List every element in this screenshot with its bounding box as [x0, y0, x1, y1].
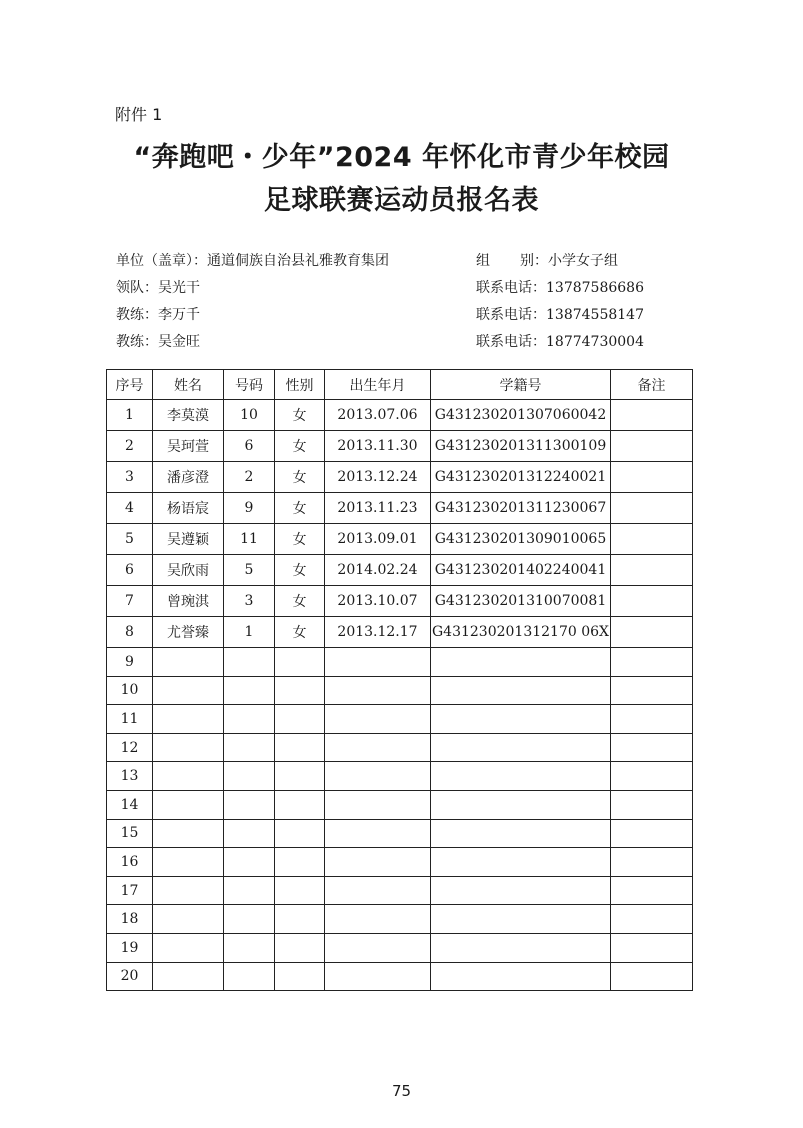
cell-name: 吴遵颖: [153, 524, 224, 555]
cell-birth-date: 2013.11.30: [325, 431, 431, 462]
cell-number: [224, 933, 275, 962]
cell-index: 15: [107, 819, 153, 848]
attachment-label: 附件 1: [115, 105, 163, 124]
cell-number: [224, 905, 275, 934]
cell-name: [153, 676, 224, 705]
table-row: [107, 400, 693, 431]
cell-name: [153, 762, 224, 791]
cell-index: 10: [107, 676, 153, 705]
table-header-row: [107, 370, 693, 400]
cell-remarks: [611, 431, 693, 462]
table-row: [107, 705, 693, 734]
cell-number: 9: [224, 493, 275, 524]
header-student-id: 学籍号: [431, 370, 611, 400]
cell-student-id: [431, 790, 611, 819]
cell-birth-date: [325, 819, 431, 848]
cell-student-id: G431230201307060042: [431, 400, 611, 431]
group-value: 小学女子组: [548, 253, 618, 269]
table-row: [107, 876, 693, 905]
cell-index: 14: [107, 790, 153, 819]
cell-number: 11: [224, 524, 275, 555]
cell-index: 12: [107, 733, 153, 762]
cell-gender: 女: [275, 493, 325, 524]
cell-remarks: [611, 586, 693, 617]
cell-gender: 女: [275, 400, 325, 431]
table-row: [107, 762, 693, 791]
cell-index: 9: [107, 648, 153, 677]
coach-2-line: [116, 331, 200, 351]
cell-gender: 女: [275, 524, 325, 555]
cell-number: 1: [224, 617, 275, 648]
cell-name: [153, 790, 224, 819]
cell-index: 18: [107, 905, 153, 934]
cell-name: [153, 905, 224, 934]
cell-number: [224, 819, 275, 848]
cell-name: [153, 733, 224, 762]
cell-birth-date: 2013.11.23: [325, 493, 431, 524]
cell-index: 6: [107, 555, 153, 586]
cell-birth-date: 2013.12.17: [325, 617, 431, 648]
cell-gender: [275, 762, 325, 791]
table-row: [107, 905, 693, 934]
cell-student-id: [431, 905, 611, 934]
cell-gender: [275, 790, 325, 819]
cell-birth-date: [325, 933, 431, 962]
cell-name: [153, 648, 224, 677]
unit-line: [116, 250, 389, 270]
cell-number: [224, 705, 275, 734]
cell-remarks: [611, 676, 693, 705]
group-label: [476, 253, 548, 269]
cell-number: 10: [224, 400, 275, 431]
cell-gender: [275, 933, 325, 962]
cell-name: 曾琬淇: [153, 586, 224, 617]
cell-gender: [275, 962, 325, 991]
unit-value: 通道侗族自治县礼雅教育集团: [207, 253, 389, 269]
cell-name: 李莫漠: [153, 400, 224, 431]
cell-student-id: G431230201312170 06X: [431, 617, 611, 648]
athlete-roster-table: [106, 369, 693, 991]
table-row: [107, 586, 693, 617]
table-row: [107, 617, 693, 648]
header-birth-date: 出生年月: [325, 370, 431, 400]
leader-phone-line: [476, 277, 644, 297]
cell-remarks: [611, 790, 693, 819]
leader-label: 领队：: [116, 280, 158, 296]
cell-gender: [275, 676, 325, 705]
cell-gender: [275, 705, 325, 734]
cell-name: [153, 848, 224, 877]
cell-number: [224, 962, 275, 991]
cell-student-id: [431, 676, 611, 705]
cell-name: [153, 819, 224, 848]
cell-number: [224, 848, 275, 877]
table-row: [107, 733, 693, 762]
cell-remarks: [611, 933, 693, 962]
cell-gender: 女: [275, 586, 325, 617]
table-row: [107, 819, 693, 848]
form-title-line-1: “奔跑吧・少年”2024 年怀化市青少年校园: [133, 142, 670, 173]
header-gender: 性别: [275, 370, 325, 400]
cell-number: 2: [224, 462, 275, 493]
cell-index: 11: [107, 705, 153, 734]
cell-student-id: [431, 933, 611, 962]
cell-gender: [275, 819, 325, 848]
cell-name: [153, 705, 224, 734]
group-label-part-b: 别：: [520, 253, 548, 269]
cell-index: 16: [107, 848, 153, 877]
coach-1-phone-line: [476, 304, 644, 324]
unit-label: 单位（盖章）：: [116, 253, 207, 269]
leader-line: [116, 277, 200, 297]
coach-1-line: [116, 304, 200, 324]
cell-remarks: [611, 762, 693, 791]
coach-1-label: 教练：: [116, 307, 158, 323]
cell-remarks: [611, 555, 693, 586]
cell-birth-date: 2013.07.06: [325, 400, 431, 431]
cell-birth-date: [325, 848, 431, 877]
cell-student-id: G431230201311300109: [431, 431, 611, 462]
cell-gender: [275, 733, 325, 762]
table-row: [107, 933, 693, 962]
cell-remarks: [611, 617, 693, 648]
cell-index: 7: [107, 586, 153, 617]
cell-gender: 女: [275, 555, 325, 586]
table-row: [107, 848, 693, 877]
group-label-part-a: 组: [476, 253, 490, 269]
cell-number: 3: [224, 586, 275, 617]
cell-gender: [275, 905, 325, 934]
cell-birth-date: [325, 876, 431, 905]
cell-remarks: [611, 462, 693, 493]
cell-student-id: [431, 876, 611, 905]
cell-remarks: [611, 733, 693, 762]
cell-student-id: [431, 962, 611, 991]
cell-birth-date: [325, 762, 431, 791]
cell-student-id: [431, 648, 611, 677]
cell-remarks: [611, 905, 693, 934]
page-number: 75: [391, 1082, 412, 1100]
table-row: [107, 524, 693, 555]
table-row: [107, 462, 693, 493]
leader-phone: 13787586686: [546, 280, 644, 296]
cell-student-id: G431230201312240021: [431, 462, 611, 493]
cell-number: [224, 790, 275, 819]
cell-remarks: [611, 876, 693, 905]
cell-index: 19: [107, 933, 153, 962]
cell-index: 8: [107, 617, 153, 648]
coach-2-label: 教练：: [116, 334, 158, 350]
cell-index: 3: [107, 462, 153, 493]
cell-gender: [275, 848, 325, 877]
cell-birth-date: [325, 790, 431, 819]
cell-name: 尤誉臻: [153, 617, 224, 648]
cell-index: 20: [107, 962, 153, 991]
header-remarks: 备注: [611, 370, 693, 400]
table-row: [107, 790, 693, 819]
cell-birth-date: [325, 905, 431, 934]
cell-number: 6: [224, 431, 275, 462]
cell-birth-date: 2013.09.01: [325, 524, 431, 555]
cell-gender: [275, 876, 325, 905]
phone-label: 联系电话：: [476, 334, 546, 350]
cell-student-id: G431230201309010065: [431, 524, 611, 555]
cell-student-id: [431, 848, 611, 877]
cell-name: 潘彦澄: [153, 462, 224, 493]
cell-number: [224, 733, 275, 762]
coach-2-value: 吴金旺: [158, 334, 200, 350]
cell-index: 13: [107, 762, 153, 791]
cell-index: 4: [107, 493, 153, 524]
cell-gender: 女: [275, 431, 325, 462]
cell-birth-date: [325, 676, 431, 705]
cell-student-id: G431230201402240041: [431, 555, 611, 586]
group-line: [476, 250, 618, 270]
cell-name: [153, 876, 224, 905]
cell-remarks: [611, 819, 693, 848]
cell-birth-date: [325, 705, 431, 734]
table-row: [107, 676, 693, 705]
cell-number: [224, 762, 275, 791]
cell-remarks: [611, 962, 693, 991]
cell-birth-date: [325, 962, 431, 991]
cell-remarks: [611, 848, 693, 877]
cell-name: 吴珂萱: [153, 431, 224, 462]
cell-remarks: [611, 705, 693, 734]
cell-student-id: [431, 733, 611, 762]
cell-number: 5: [224, 555, 275, 586]
cell-gender: [275, 648, 325, 677]
cell-number: [224, 648, 275, 677]
cell-student-id: G431230201311230067: [431, 493, 611, 524]
cell-student-id: [431, 819, 611, 848]
table-row: [107, 493, 693, 524]
table-row: [107, 962, 693, 991]
cell-birth-date: [325, 733, 431, 762]
leader-value: 吴光干: [158, 280, 200, 296]
cell-name: [153, 962, 224, 991]
coach-1-value: 李万千: [158, 307, 200, 323]
cell-index: 17: [107, 876, 153, 905]
cell-birth-date: 2013.12.24: [325, 462, 431, 493]
cell-index: 5: [107, 524, 153, 555]
cell-index: 2: [107, 431, 153, 462]
cell-remarks: [611, 648, 693, 677]
header-name: 姓名: [153, 370, 224, 400]
coach-2-phone: 18774730004: [546, 334, 644, 350]
header-number: 号码: [224, 370, 275, 400]
cell-name: [153, 933, 224, 962]
coach-1-phone: 13874558147: [546, 307, 644, 323]
header-index: 序号: [107, 370, 153, 400]
cell-gender: 女: [275, 617, 325, 648]
cell-number: [224, 676, 275, 705]
cell-number: [224, 876, 275, 905]
cell-name: 杨语宸: [153, 493, 224, 524]
cell-student-id: [431, 762, 611, 791]
table-row: [107, 648, 693, 677]
form-title-line-2: 足球联赛运动员报名表: [264, 185, 539, 216]
cell-remarks: [611, 493, 693, 524]
phone-label: 联系电话：: [476, 307, 546, 323]
table-row: [107, 431, 693, 462]
table-row: [107, 555, 693, 586]
cell-birth-date: 2013.10.07: [325, 586, 431, 617]
cell-remarks: [611, 400, 693, 431]
coach-2-phone-line: [476, 331, 644, 351]
cell-name: 吴欣雨: [153, 555, 224, 586]
cell-remarks: [611, 524, 693, 555]
cell-birth-date: [325, 648, 431, 677]
cell-index: 1: [107, 400, 153, 431]
cell-student-id: [431, 705, 611, 734]
cell-student-id: G431230201310070081: [431, 586, 611, 617]
cell-gender: 女: [275, 462, 325, 493]
phone-label: 联系电话：: [476, 280, 546, 296]
cell-birth-date: 2014.02.24: [325, 555, 431, 586]
